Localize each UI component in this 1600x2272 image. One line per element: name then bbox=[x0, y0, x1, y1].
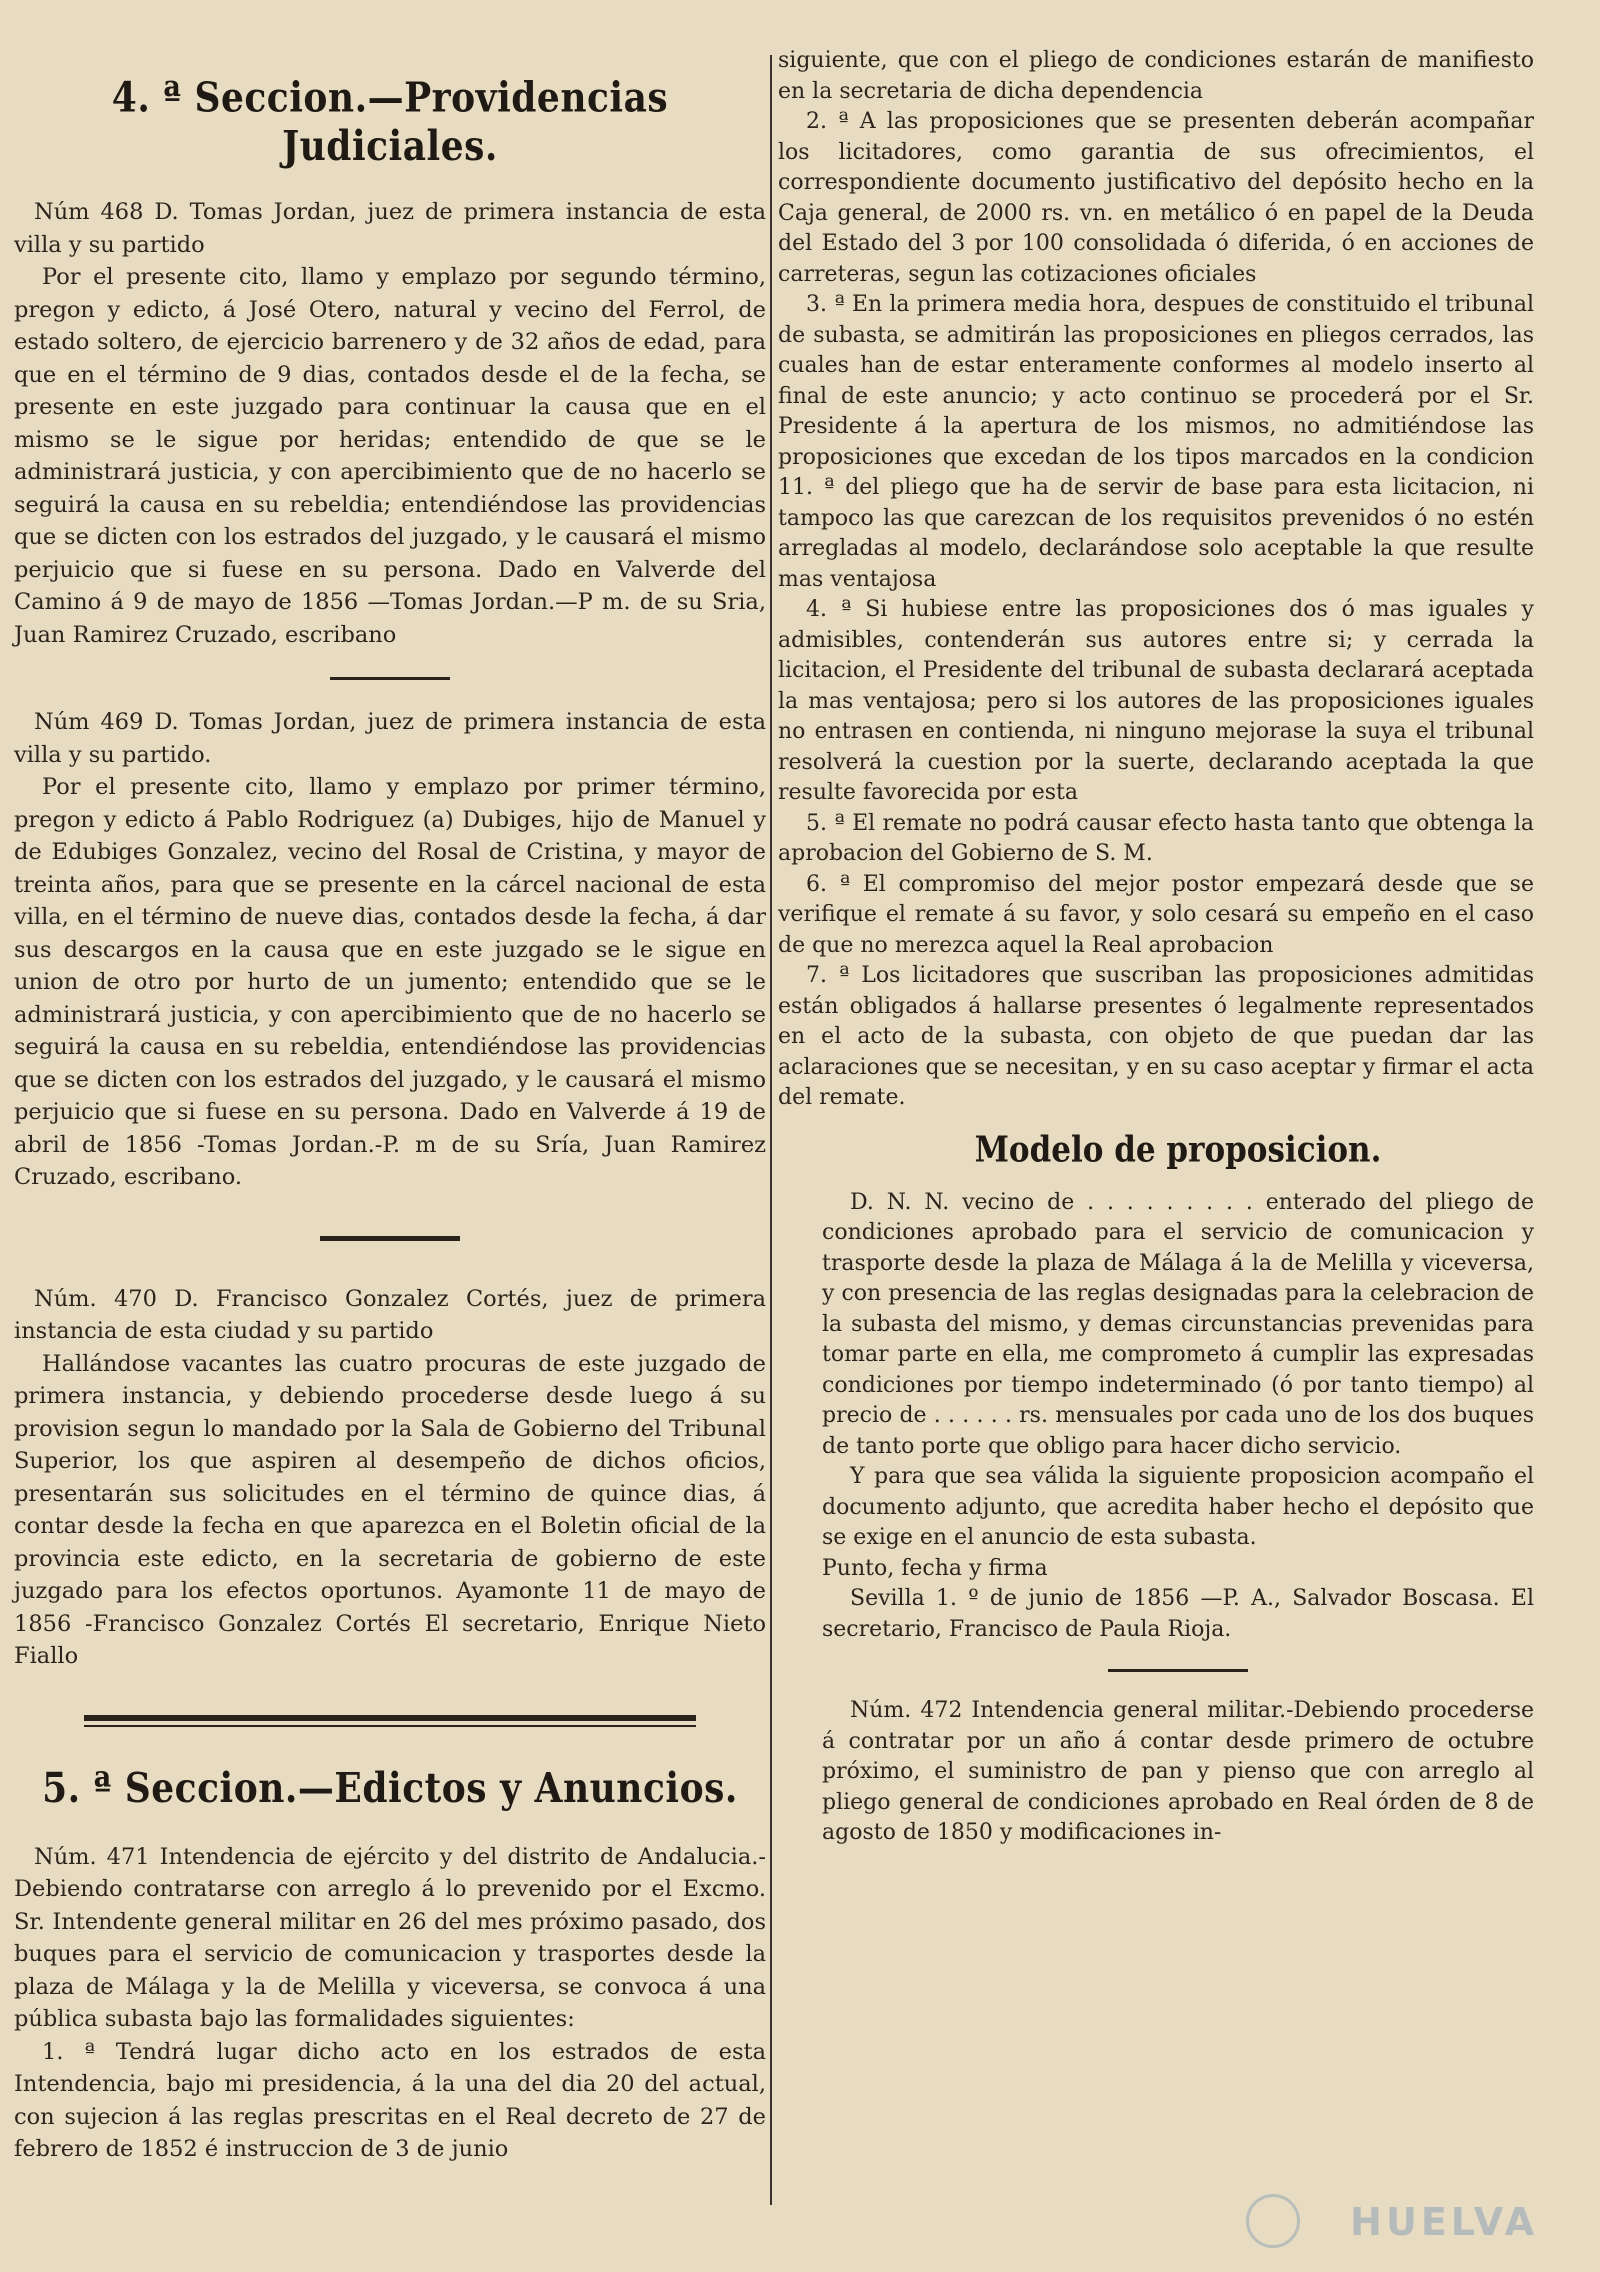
notice-471-item-7: 7. ª Los licitadores que suscriban las proposiciones admitidas están obligados á hallarse presentes ó legalmente representados en el acto de la subasta, con objeto de que puedan dar las aclaraciones que se necesitan, y en su caso aceptar y firmar el acta del remate. bbox=[778, 963, 1534, 1110]
section-divider-thin bbox=[84, 1725, 696, 1727]
sevilla-signature: Sevilla 1. º de junio de 1856 —P. A., Salvador Boscasa. El secretario, Francisco de Paula Rioja. bbox=[822, 1586, 1534, 1642]
notice-468-heading: Núm 468 D. Tomas Jordan, juez de primera instancia de esta villa y su partido bbox=[14, 199, 766, 258]
notice-471-continued bbox=[778, 46, 1534, 1114]
divider bbox=[330, 677, 450, 680]
notice-469 bbox=[14, 706, 766, 1194]
notice-470 bbox=[14, 1283, 766, 1673]
notice-468-body: Por el presente cito, llamo y emplazo por segundo término, pregon y edicto, á José Otero, natural y vecino del Ferrol, de estado soltero, de ejercicio barrenero y de 32 años de edad, para que en el término de 9 dias, contados desde el de la fecha, se presente en este juzgado para continuar la causa que en el mismo se le sigue por heridas; entendido de que se le administrará justicia, y con apercibimiento que de no hacerlo se seguirá la causa en su rebeldia; entendiéndose las providencias que se dicten con los estrados del juzgado, y le causará el mismo perjuicio que si fuese en su persona. Dado en Valverde del Camino á 9 de mayo de 1856 —Tomas Jordan.—P m. de su Sria, Juan Ramirez Cruzado, escribano bbox=[14, 264, 766, 648]
notice-470-body: Hallándose vacantes las cuatro procuras de este juzgado de primera instancia, y debiendo procederse desde luego á su provision segun lo mandado por la Sala de Gobierno del Tribunal Superior, los que aspiren al desempeño de dichos oficios, presentarán sus solicitudes en el término de quince dias, á contar desde la fecha en que aparezca en el Boletin oficial de la provincia este edicto, en la secretaria de gobierno de este juzgado para los efectos oportunos. Ayamonte 11 de mayo de 1856 -Francisco Gonzalez Cortés El secretario, Enrique Nieto Fiallo bbox=[14, 1350, 766, 1669]
notice-471-cont-text: siguiente, que con el pliego de condiciones estarán de manifiesto en la secretaria de dicha dependencia bbox=[778, 48, 1534, 104]
notice-471 bbox=[14, 1841, 766, 2166]
notice-472-body: Núm. 472 Intendencia general militar.-Debiendo procederse á contratar por un año á contar desde primero de octubre próximo, el suministro de pan y pienso que con arreglo al pliego general de condiciones aprobado en Real órden de 8 de agosto de 1850 y modificaciones in- bbox=[822, 1698, 1534, 1845]
notice-471-item-5: 5. ª El remate no podrá causar efecto hasta tanto que obtenga la aprobacion del Gobierno de S. M. bbox=[778, 810, 1534, 866]
section-divider bbox=[84, 1715, 696, 1721]
archive-logo-icon bbox=[1246, 2194, 1300, 2248]
modelo-signature: Punto, fecha y firma bbox=[822, 1555, 1048, 1581]
modelo-title: Modelo de proposicion. bbox=[974, 1128, 1382, 1171]
modelo-block bbox=[778, 1128, 1534, 1849]
divider bbox=[1108, 1669, 1248, 1672]
left-column bbox=[14, 40, 766, 2174]
modelo-body-2: Y para que sea válida la siguiente proposicion acompaño el documento adjunto, que acredita haber hecho el depósito que se exige en el anuncio de esta subasta. bbox=[822, 1464, 1534, 1550]
divider bbox=[320, 1236, 460, 1241]
section-5-title: 5. ª Seccion.—Edictos y Anuncios. bbox=[42, 1763, 738, 1812]
notice-471-body: Núm. 471 Intendencia de ejército y del distrito de Andalucia.-Debiendo contratarse con arreglo á lo prevenido por el Excmo. Sr. Intendente general militar en 26 del mes próximo pasado, dos buques para el servicio de comunicacion y trasportes desde la plaza de Málaga y la de Melilla y viceversa, se convoca á una pública subasta bajo las formalidades siguientes: bbox=[14, 1843, 766, 2032]
notice-469-heading: Núm 469 D. Tomas Jordan, juez de primera instancia de esta villa y su partido. bbox=[14, 709, 766, 768]
notice-468 bbox=[14, 196, 766, 651]
section-4-title: 4. ª Seccion.—Providencias Judiciales. bbox=[111, 73, 669, 171]
notice-469-body: Por el presente cito, llamo y emplazo por primer término, pregon y edicto á Pablo Rodriguez (a) Dubiges, hijo de Manuel y de Edubiges Gonzalez, vecino del Rosal de Cristina, y mayor de treinta años, para que se presente en la cárcel nacional de esta villa, en el término de nueve dias, contados desde la fecha, á dar sus descargos en la causa que en este juzgado se le sigue en union de otro por hurto de un jumento; entendido que se le administrará justicia, y con apercibimiento que de no hacerlo se seguirá la causa en su rebeldia, entendiéndose las providencias que se dicten con los estrados del juzgado, y le causará el mismo perjuicio que si fuese en su persona. Dado en Valverde á 19 de abril de 1856 -Tomas Jordan.-P. m de su Sría, Juan Ramirez Cruzado, escribano. bbox=[14, 774, 766, 1190]
notice-471-item-1: 1. ª Tendrá lugar dicho acto en los estrados de esta Intendencia, bajo mi presidencia, á la una del dia 20 del actual, con sujecion á las reglas prescritas en el Real decreto de 27 de febrero de 1852 é instruccion de 3 de junio bbox=[14, 2038, 766, 2162]
notice-470-heading: Núm. 470 D. Francisco Gonzalez Cortés, juez de primera instancia de esta ciudad y su partido bbox=[14, 1285, 766, 1344]
notice-471-item-3: 3. ª En la primera media hora, despues de constituido el tribunal de subasta, se admitirán las proposiciones en pliegos cerrados, las cuales han de estar enteramente conformes al modelo inserto al final de este anuncio; y acto continuo se procederá por el Sr. Presidente á la apertura de los mismos, no admitiéndose las proposiciones que excedan de los tipos marcados en la condicion 11. ª del pliego que ha de servir de base para esta licitacion, ni tampoco las que carezcan de los requisitos prevenidos ó no estén arregladas al modelo, declarándose solo aceptable la que resulte mas ventajosa bbox=[778, 292, 1534, 592]
notice-471-item-4: 4. ª Si hubiese entre las proposiciones dos ó mas iguales y admisibles, contenderán sus autores entre si; y cerrada la licitacion, el Presidente del tribunal de subasta declarará aceptada la mas ventajosa; pero si los autores de las proposiciones iguales no entrasen en contienda, ni ninguno mejorase la suya el tribunal resolverá la cuestion por la suerte, declarando aceptada la que resulte favorecida por esta bbox=[778, 597, 1534, 805]
archive-watermark: HUELVA bbox=[1350, 2200, 1538, 2244]
notice-471-item-2: 2. ª A las proposiciones que se presenten deberán acompañar los licitadores, como garantia de sus ofrecimientos, el correspondiente documento justificativo del depósito hecho en la Caja general, de 2000 rs. vn. en metálico ó en papel de la Deuda del Estado del 3 por 100 consolidada ó diferida, ó en acciones de carreteras, segun las cotizaciones oficiales bbox=[778, 109, 1534, 287]
right-column bbox=[778, 40, 1534, 1849]
column-divider bbox=[770, 55, 772, 2205]
modelo-body: D. N. N. vecino de . . . . . . . . . enterado del pliego de condiciones aprobado para el servicio de comunicacion y trasporte desde la plaza de Málaga á la de Melilla y viceversa, y con presencia de las reglas designadas para la celebracion de la subasta del mismo, y demas circunstancias prevenidas para tomar parte en ella, me comprometo á cumplir las expresadas condiciones por tiempo indeterminado (ó por tanto tiempo) al precio de . . . . . . rs. mensuales por cada uno de los dos buques de tanto porte que obligo para hacer dicho servicio. bbox=[822, 1189, 1534, 1459]
notice-471-item-6: 6. ª El compromiso del mejor postor empezará desde que se verifique el remate á su favor, y solo cesará su empeño en el caso de que no merezca aquel la Real aprobacion bbox=[778, 871, 1534, 958]
